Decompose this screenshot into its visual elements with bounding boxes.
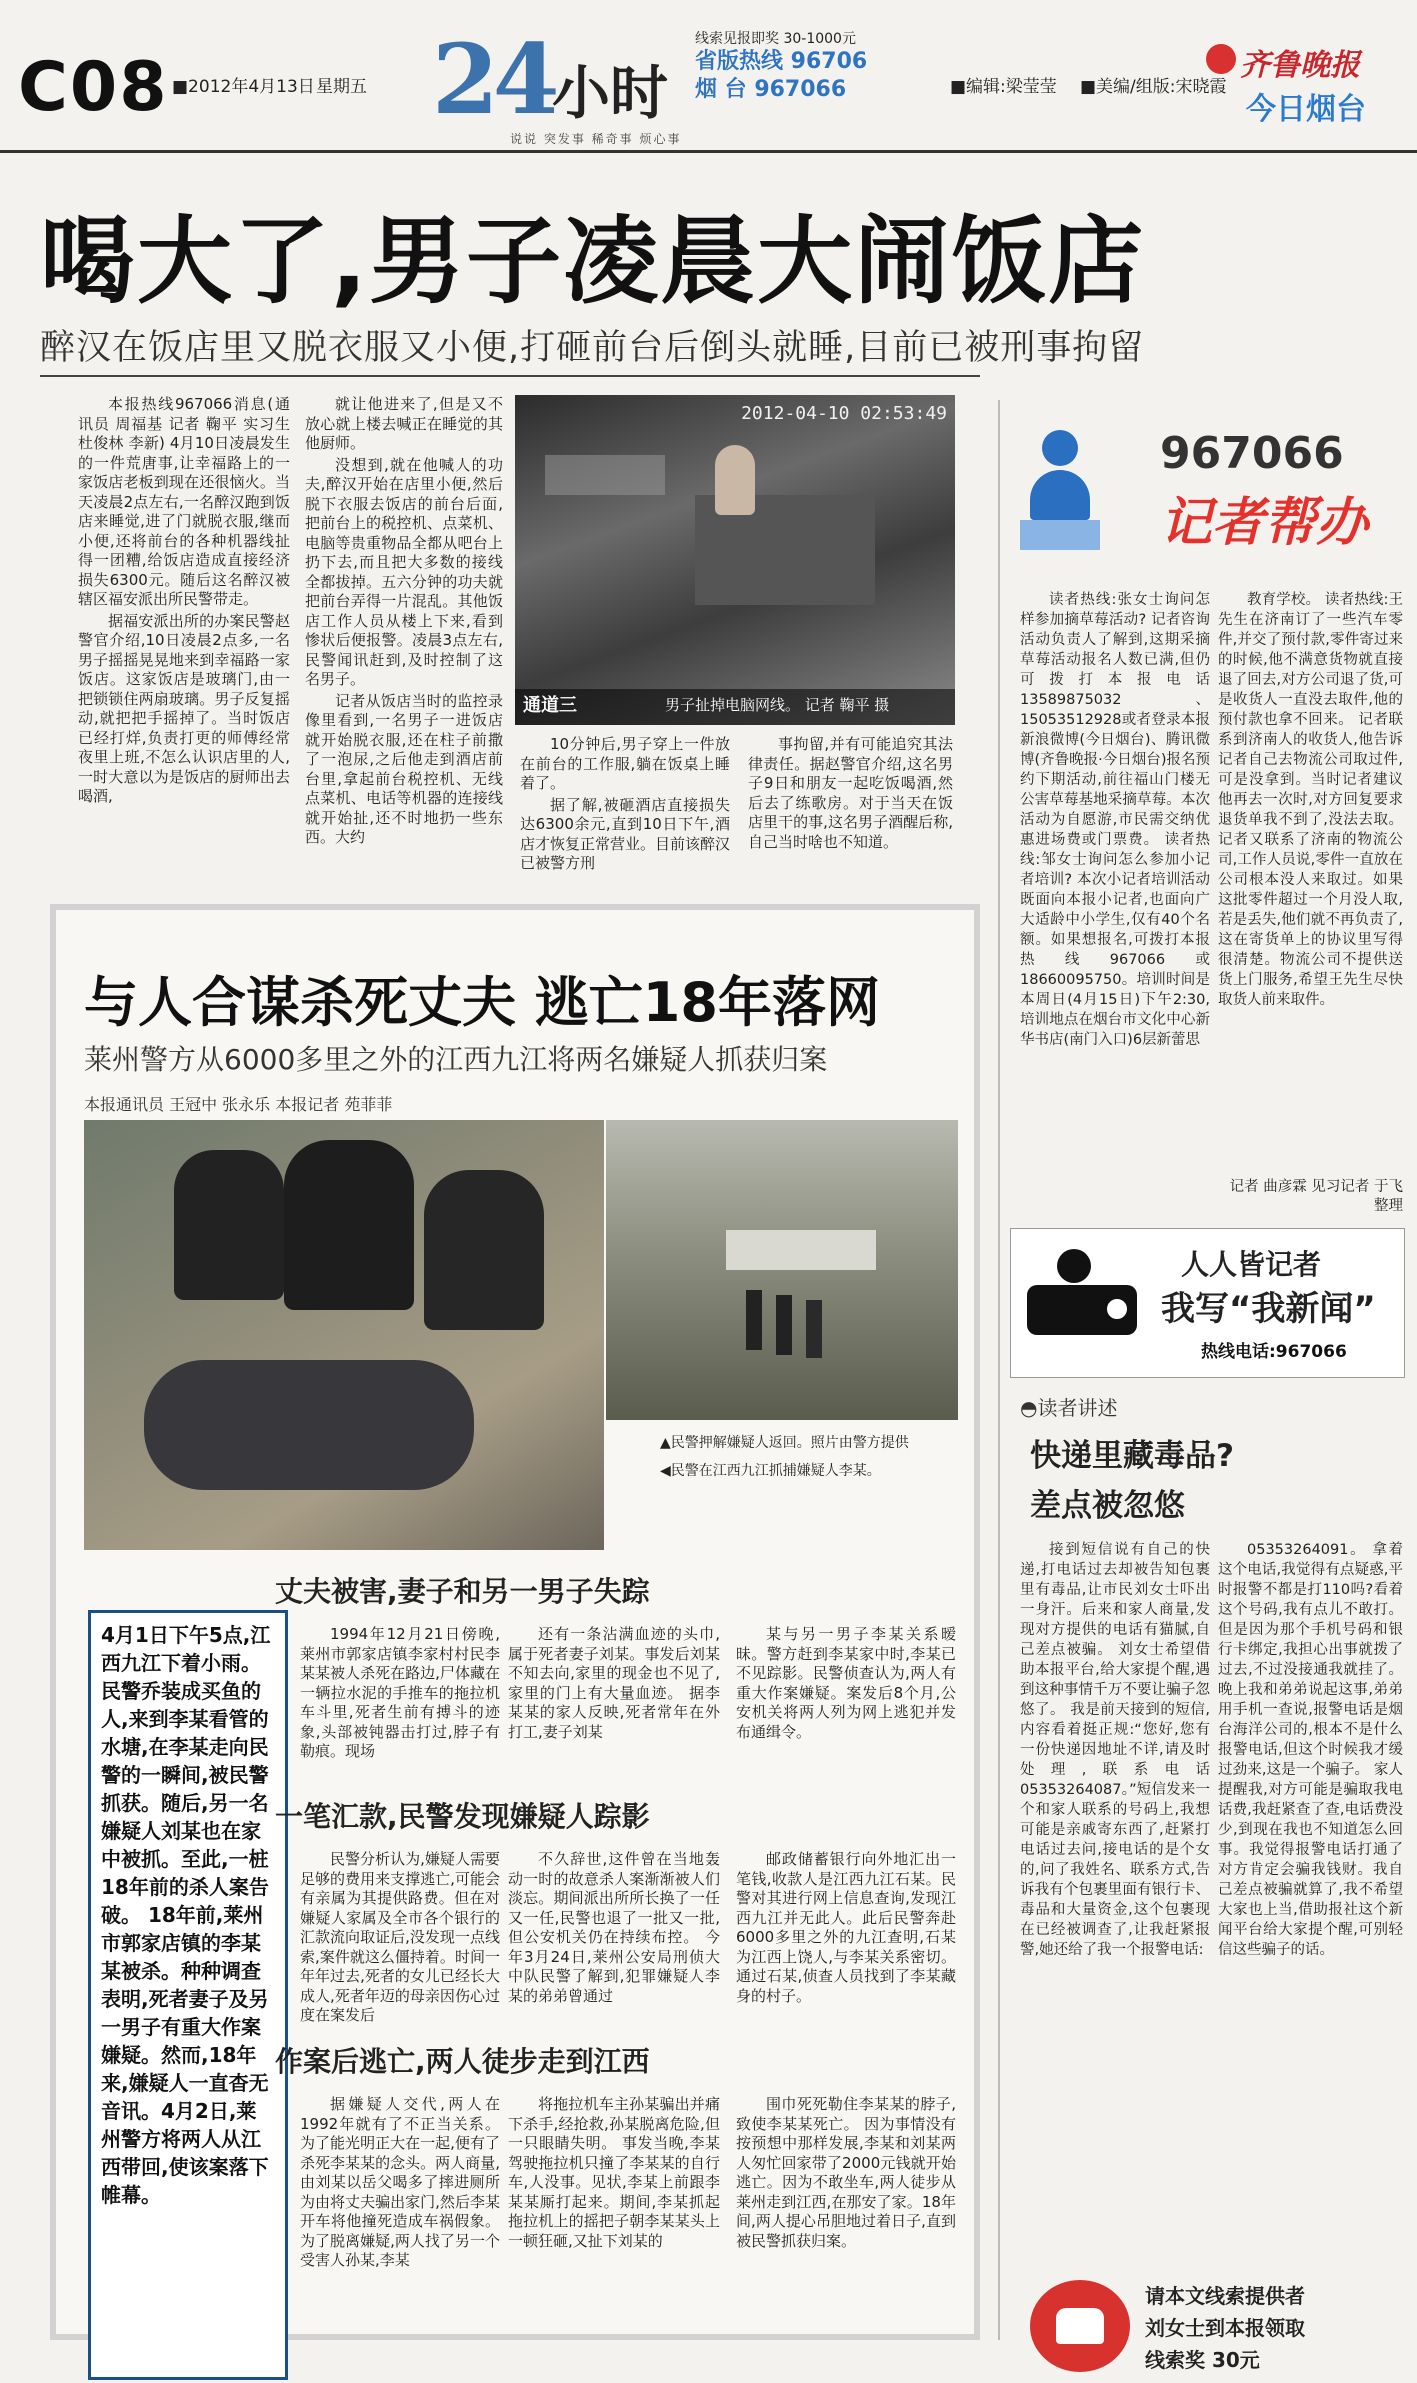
brand-logo xyxy=(432,23,692,146)
bottom-banner-line1: 请本文线索提供者 xyxy=(1145,2284,1305,2308)
article1-col3-p1: 10分钟后,男子穿上一件放在前台的工作服,躺在饭桌上睡着了。 xyxy=(520,735,730,792)
helper-col1: 读者热线:张女士询问怎样参加摘草莓活动? 记者咨询活动负责人了解到,这期采摘草莓活动报名人数已满,但仍可拨打本报电话13589875032、15053512928或者登录本报新浪微博(今日烟台)、腾讯微博(齐鲁晚报·今日烟台)报名预约下期活动,前往福山门楼无公害草莓基地采摘草莓。本次活动为自愿游,市民需交纳优惠进场费或门票费。 读者热线:邹女士询问怎么参加小记者培训? 本次小记者培训活动既面向本报小记者,也面向广大适龄中小学生,仅有40个名额。如果想报名,可拨打本报热线967066或18660095750。培训时间是本周日(4月15日)下午2:30,培训地点在烟台市文化中心新华书店(南门入口)6层新蕾思 xyxy=(1020,592,1210,1048)
citizen-reporter-banner xyxy=(1010,1228,1405,1378)
reporter-banner-line2: 我写“我新闻” xyxy=(1161,1289,1376,1329)
photo-caption: 男子扯掉电脑网线。 记者 鞠平 摄 xyxy=(665,696,890,714)
section3-col2: 将拖拉机车主孙某骗出并痛下杀手,经抢救,孙某脱离危险,但一只眼睛失明。 事发当晚,李某驾驶拖拉机只撞了李某某的自行车,人没事。见状,李某上前跟李某某厮打起来。期间,李某抓起拖拉机上的摇把子朝李某某头上一顿狂砸,又扯下刘某的 xyxy=(508,2095,720,2250)
brand-number: 24 xyxy=(432,23,554,136)
photo-timestamp: 2012-04-10 02:53:49 xyxy=(741,403,947,424)
photo-suspect xyxy=(144,1360,474,1490)
story-col1: 接到短信说有自己的快递,打电话过去却被告知包裹里有毒品,让市民刘女士吓出一身汗。后来和家人商量,发现对方提供的电话有猫腻,自己差点被骗。 刘女士希望借助本报平台,给大家提个醒,遇到这种事情千万不要让骗子忽悠了。 我是前天接到的短信,内容看着挺正规:“您好,您有一份快递因地址不详,请及时处理,联系电话05353264087。”短信发来一个和家人联系的号码上,我想可能是亲戚寄东西了,赶紧打电话过去问,接电话的是个女的,问了我姓名、联系方式,告诉我有个包裹里面有银行卡、毒品和大量资金,这个包裹现在已经被调查了,让我赶紧报警,她还给了我一个报警电话: xyxy=(1020,1542,1210,1958)
photo-officer-3 xyxy=(424,1170,544,1330)
photo-caption-1: ▲民警押解嫌疑人返回。照片由警方提供 xyxy=(660,1435,909,1451)
article2-subhead: 莱州警方从6000多里之外的江西九江将两名嫌疑人抓获归案 xyxy=(84,1043,828,1076)
article1-divider xyxy=(40,375,980,377)
reward-claim-banner xyxy=(1010,2270,1405,2380)
article1-col2 xyxy=(305,395,503,900)
article1-col4 xyxy=(748,735,953,900)
article1-col2-p1: 就让他进来了,但是又不放心就上楼去喊正在睡觉的其他厨师。 xyxy=(305,395,503,452)
article1-col1-p1: 本报热线967066消息(通讯员 周福基 记者 鞠平 实习生 杜俊林 李新) 4月10日凌晨发生的一件荒唐事,让幸福路上的一家饭店老板到现在还很恼火。当天凌晨2点左右,一名醉汉跑到饭店来睡觉,进了门就脱衣服,继而小便,还将前台的各种机器线扯得一团糟,给饭店造成直接经济损失6300元。随后这名醉汉被辖区福安派出所民警带走。 xyxy=(78,395,290,608)
section1-col3: 某与另一男子李某关系暧昧。警方赶到李某家中时,李某已不见踪影。民警侦查认为,两人有重大作案嫌疑。案发后8个月,公安机关将两人列为网上逃犯并发布通缉令。 xyxy=(736,1625,956,1741)
story-title-line1: 快递里藏毒品? xyxy=(1030,1438,1234,1474)
masthead-divider xyxy=(0,150,1417,153)
photo-label: 通道三 xyxy=(523,695,577,716)
story-title-line2: 差点被忽悠 xyxy=(1030,1488,1185,1524)
section1-col2: 还有一条沾满血迹的头巾,属于死者妻子刘某。事发后刘某不知去向,家里的现金也不见了,家里的门上有大量血迹。 据李某某的家人反映,死者常年在外打工,妻子刘某 xyxy=(508,1625,720,1741)
article2-side-quote: 4月1日下午5点,江西九江下着小雨。民警乔装成买鱼的人,来到李某看管的水塘,在李某走向民警的一瞬间,被民警抓获。随后,另一名嫌疑人刘某也在家中被抓。至此,一桩18年前的杀人案告破。 18年前,莱州市郭家店镇的李某某被杀。种种调查表明,死者妻子及另一男子有重大作案嫌疑。然而,18年来,嫌疑人一直杳无音讯。4月2日,莱州警方将两人从江西带回,使该案落下帷幕。 xyxy=(88,1610,288,2380)
editor-credit: ■编辑:梁莹莹 xyxy=(950,77,1057,97)
section2-col2: 不久辞世,这件曾在当地轰动一时的故意杀人案渐渐被人们淡忘。期间派出所所长换了一任又一任,民警也退了一批又一批,但公安机关仍在持续布控。 今年3月24日,莱州公安局刑侦大中队民警了解到,犯罪嫌疑人李某的弟弟曾通过 xyxy=(508,1850,720,2005)
section2-title: 一笔汇款,民警发现嫌疑人踪影 xyxy=(275,1800,650,1833)
photo-figure xyxy=(715,445,755,515)
photo-person-3 xyxy=(806,1300,822,1358)
newspaper-logo xyxy=(1240,40,1410,128)
photo-person-2 xyxy=(776,1295,792,1355)
masthead xyxy=(0,0,1417,160)
photo-building xyxy=(726,1230,876,1270)
issue-date: ■2012年4月13日 xyxy=(172,77,315,97)
article1-subhead: 醉汉在饭店里又脱衣服又小便,打砸前台后倒头就睡,目前已被刑事拘留 xyxy=(40,328,1145,368)
brand-word: 小时 xyxy=(552,59,669,127)
reporter-hotline: 热线电话:967066 xyxy=(1201,1342,1347,1362)
camera-person-icon xyxy=(1027,1249,1147,1349)
section-tag xyxy=(1020,1392,1117,1421)
arrest-photo-secondary xyxy=(606,1120,958,1420)
bottom-banner-line3: 线索奖 30元 xyxy=(1145,2348,1260,2372)
reporter-help-banner xyxy=(1010,400,1405,580)
helper-number: 967066 xyxy=(1160,428,1344,479)
brand-slogan: 说说 突发事 稀奇事 烦心事 xyxy=(510,132,682,146)
hotline-box xyxy=(695,28,925,104)
logo-swirl-icon xyxy=(1206,44,1236,74)
phone-icon xyxy=(1030,2280,1130,2372)
article1-col2-p2: 没想到,就在他喊人的功夫,醉汉开始在店里小便,然后脱下衣服去饭店的前台后面,把前台上的税控机、点菜机、电脑等贵重物品全都从吧台上扔下去,而且把大多数的接线全都拔掉。五六分钟的功夫就把前台弄得一片混乱。其他饭店工作人员从楼上下来,看到惨状后便报警。凌晨3点左右,民警闻讯赶到,及时控制了这名男子。 xyxy=(305,455,503,688)
article1-col3 xyxy=(520,735,730,900)
story-col2: 05353264091。 拿着这个电话,我觉得有点疑惑,平时报警不都是打110吗?看着这个号码,我有点儿不敢打。但是因为那个手机号码和银行卡绑定,我担心出事就拨了过去,不过没接通我就挂了。晚上我和弟弟说起这事,弟弟用手机一查说,报警电话是烟台海洋公司的,根本不是什么报警电话,但这个时候我才缓过劲来,这是一个骗子。 家人提醒我,对方可能是骗取我电话费,我赶紧查了查,电话费没少,到现在我也不知道怎么回事。我觉得报警电话打通了对方肯定会骗我钱财。我自己差点被骗就算了,我不希望大家也上当,借助报社这个新闻平台给大家提个醒,可别轻信这些骗子的话。 xyxy=(1218,1542,1403,1958)
hotline-province: 省版热线 96706 xyxy=(695,49,868,74)
helper-col2: 教育学校。 读者热线:王先生在济南订了一些汽车零件,并交了预付款,零件寄过来的时候,他不满意货物就直接退了回去,对方公司退了货,可是收货人一直没去取件,他的预付款也拿不回来。 记者联系到济南人的收货人,他告诉记者自己去物流公司取过件,可是没拿到。当时记者建议他再去一次时,对方回复要求退货单我不到了,没法去取。记者又联系了济南的物流公司,工作人员说,零件一直放在公司根本没人来取过。如果这批零件超过一个月没人取,若是丢失,他们就不再负责了,这在寄货单上的协议里写得很清楚。物流公司不提供送货上门服务,希望王先生尽快取货人前来取件。 xyxy=(1218,592,1403,1008)
photo-monitor xyxy=(545,455,665,495)
photo-caption-2: ◀民警在江西九江抓捕嫌疑人李某。 xyxy=(660,1463,881,1479)
designer-credit: ■美编/组版:宋晓霞 xyxy=(1080,77,1227,97)
issue-weekday: 星期五 xyxy=(316,77,367,97)
article1-col2-p3: 记者从饭店当时的监控录像里看到,一名男子一进饭店就开始脱衣服,还在柱子前撒了一泡尿,之后他走到酒店前台里,拿起前台税控机、无线点菜机、电话等机器的连接线就开始扯,还不时地扔一些东西。大约 xyxy=(305,691,503,846)
article1-col1 xyxy=(78,395,290,900)
photo-officer-1 xyxy=(174,1150,284,1300)
helper-label: 记者帮办 xyxy=(1160,493,1369,553)
logo-name: 齐鲁晚报 xyxy=(1240,48,1360,83)
section2-col1: 民警分析认为,嫌疑人需要足够的费用来支撑逃亡,可能会有亲属为其提供路费。但在对嫌疑人家属及全市各个银行的汇款流向取证后,没发现一点线索,案件就这么僵持着。时间一年年过去,死者的女儿已经长大成人,死者年迈的母亲因伤心过度在案发后 xyxy=(300,1850,500,2024)
section-tag-bullet-icon: ◓ xyxy=(1020,1396,1038,1420)
photo-person-1 xyxy=(746,1290,762,1350)
section3-col3: 围巾死死勒住李某某的脖子,致使李某某死亡。 因为事情没有按预想中那样发展,李某和刘某两人匆忙回家带了2000元钱就开始逃亡。因为不敢坐车,两人徒步从莱州走到江西,在那安了家。18年间,两人提心吊胆地过着日子,直到被民警抓获归案。 xyxy=(736,2095,956,2250)
section1-title: 丈夫被害,妻子和另一男子失踪 xyxy=(275,1575,650,1608)
right-column-divider xyxy=(998,400,1000,2340)
section-tag-label: 读者讲述 xyxy=(1037,1396,1118,1420)
section3-title: 作案后逃亡,两人徒步走到江西 xyxy=(275,2045,650,2078)
page-number: C08 xyxy=(18,48,169,127)
arrest-photo-main xyxy=(84,1120,604,1550)
article1-col4-p1: 事拘留,并有可能追究其法律责任。据赵警官介绍,这名男子9日和朋友一起吃饭喝酒,然后去了练歌房。对于当天在饭店里干的事,这名男子酒醒后称,自己当时啥也不知道。 xyxy=(748,735,953,851)
article1-col1-p2: 据福安派出所的办案民警赵警官介绍,10日凌晨2点多,一名男子摇摇晃晃地来到幸福路一家饭店。这家饭店是玻璃门,由一把锁锁住两扇玻璃。男子反复摇动,就把把手摇掉了。当时饭店已经打烊,负责打更的师傅经常夜里上班,不怎么认识店里的人,一时大意以为是饭店的厨师出去喝酒, xyxy=(78,611,290,805)
article1-headline: 喝大了,男子凌晨大闹饭店 xyxy=(40,207,1146,317)
photo-officer-2 xyxy=(284,1140,414,1310)
person-at-desk-icon xyxy=(1020,420,1100,560)
hotline-yantai: 烟 台 967066 xyxy=(695,77,847,102)
article1-col3-p2: 据了解,被砸酒店直接损失达6300余元,直到10日下午,酒店才恢复正常营业。目前该醉汉已被警方刑 xyxy=(520,795,730,872)
logo-sub: 今日烟台 xyxy=(1246,92,1366,127)
article2-byline: 本报通讯员 王冠中 张永乐 本报记者 苑菲菲 xyxy=(84,1095,393,1114)
article2-headline: 与人合谋杀死丈夫 逃亡18年落网 xyxy=(84,971,880,1034)
reporter-banner-line1: 人人皆记者 xyxy=(1181,1248,1322,1281)
section3-col1: 据嫌疑人交代,两人在1992年就有了不正当关系。为了能光明正大在一起,便有了杀死李某某的念头。两人商量,由刘某以岳父喝多了摔进厕所为由将丈夫骗出家门,然后李某开车将他撞死造成车祸假象。为了脱离嫌疑,两人找了另一个受害人孙某,李某 xyxy=(300,2095,500,2269)
section2-col3: 邮政储蓄银行向外地汇出一笔钱,收款人是江西九江石某。民警对其进行网上信息查询,发现江西九江并无此人。此后民警奔赴6000多里之外的九江查明,石某为江西上饶人,与李某关系密切。通过石某,侦查人员找到了李某藏身的村子。 xyxy=(736,1850,956,2005)
reward-note: 线索见报即奖 30-1000元 xyxy=(695,31,856,47)
section1-col1: 1994年12月21日傍晚,莱州市郭家店镇李家村村民李某某被人杀死在路边,尸体藏在一辆拉水泥的手推车的拖拉机车斗里,死者生前有搏斗的迹象,头部被钝器击打过,脖子有勒痕。现场 xyxy=(300,1625,500,1760)
helper-credit: 记者 曲彦霖 见习记者 于飞 整理 xyxy=(1229,1179,1403,1214)
surveillance-photo xyxy=(515,395,955,725)
bottom-banner-line2: 刘女士到本报领取 xyxy=(1145,2316,1305,2340)
